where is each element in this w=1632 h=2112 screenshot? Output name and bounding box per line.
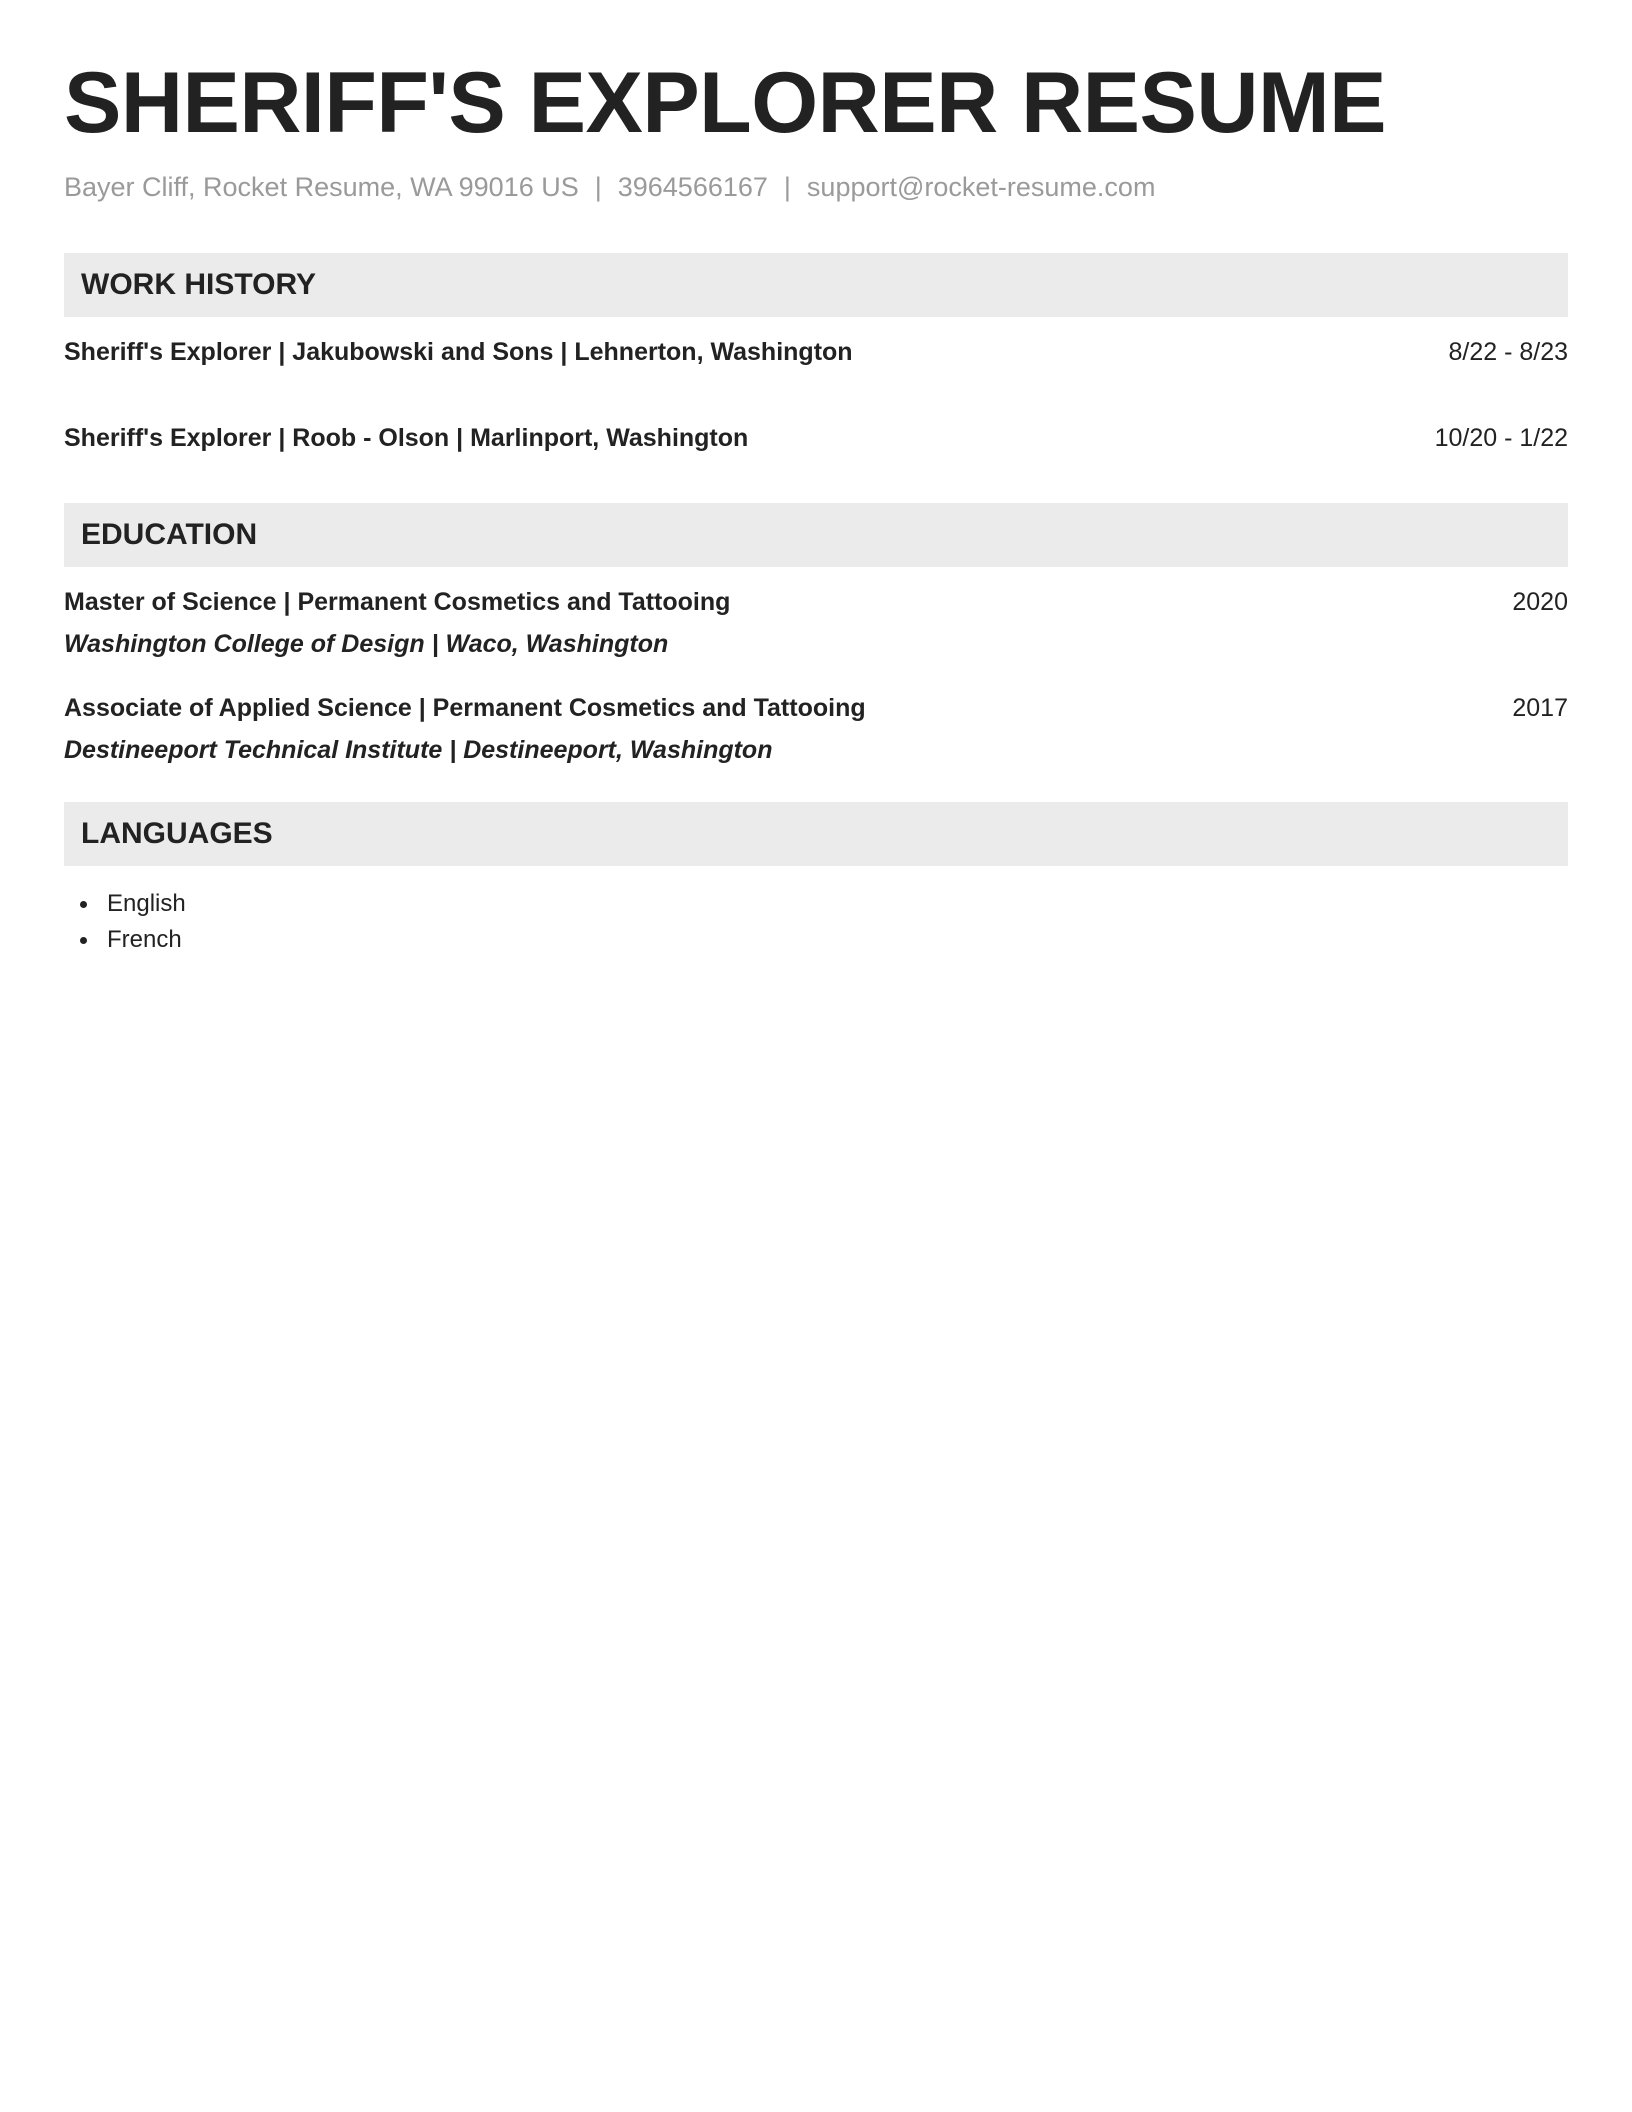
contact-separator: | [783, 172, 791, 202]
list-item [80, 886, 1568, 922]
section-header-languages [64, 802, 1568, 866]
work-entry-title: Sheriff's Explorer | Roob - Olson | Marlinport, Washington [64, 424, 749, 452]
education-degree: Master of Science | Permanent Cosmetics and Tattooing [64, 588, 731, 616]
contact-phone: 3964566167 [617, 172, 768, 202]
education-degree: Associate of Applied Science | Permanent Cosmetics and Tattooing [64, 694, 866, 722]
section-title: LANGUAGES [81, 817, 273, 850]
list-item [80, 922, 1568, 958]
education-school: Washington College of Design | Waco, Washington [64, 630, 669, 658]
bullet-icon [80, 901, 87, 908]
work-entry-dates: 10/20 - 1/22 [1434, 424, 1568, 452]
education-school: Destineeport Technical Institute | Destineeport, Washington [64, 736, 773, 764]
section-title: WORK HISTORY [81, 268, 317, 301]
languages-list [64, 886, 1568, 958]
education-year: 2020 [1512, 588, 1568, 616]
work-entry [64, 338, 1568, 367]
page-title: SHERIFF'S EXPLORER RESUME [64, 55, 1387, 151]
language-name: French [107, 926, 182, 953]
contact-line [64, 172, 1568, 203]
contact-address: Bayer Cliff, Rocket Resume, WA 99016 US [64, 172, 579, 202]
section-header-work-history [64, 253, 1568, 317]
work-entry-title: Sheriff's Explorer | Jakubowski and Sons | Lehnerton, Washington [64, 338, 853, 366]
education-entry [64, 694, 1568, 765]
education-entry [64, 588, 1568, 659]
education-year: 2017 [1512, 694, 1568, 722]
contact-email[interactable]: support@rocket-resume.com [806, 172, 1156, 202]
language-name: English [107, 890, 186, 917]
section-title: EDUCATION [81, 518, 258, 551]
contact-separator: | [594, 172, 602, 202]
section-header-education [64, 503, 1568, 567]
bullet-icon [80, 937, 87, 944]
work-entry [64, 424, 1568, 453]
work-entry-dates: 8/22 - 8/23 [1448, 338, 1568, 366]
